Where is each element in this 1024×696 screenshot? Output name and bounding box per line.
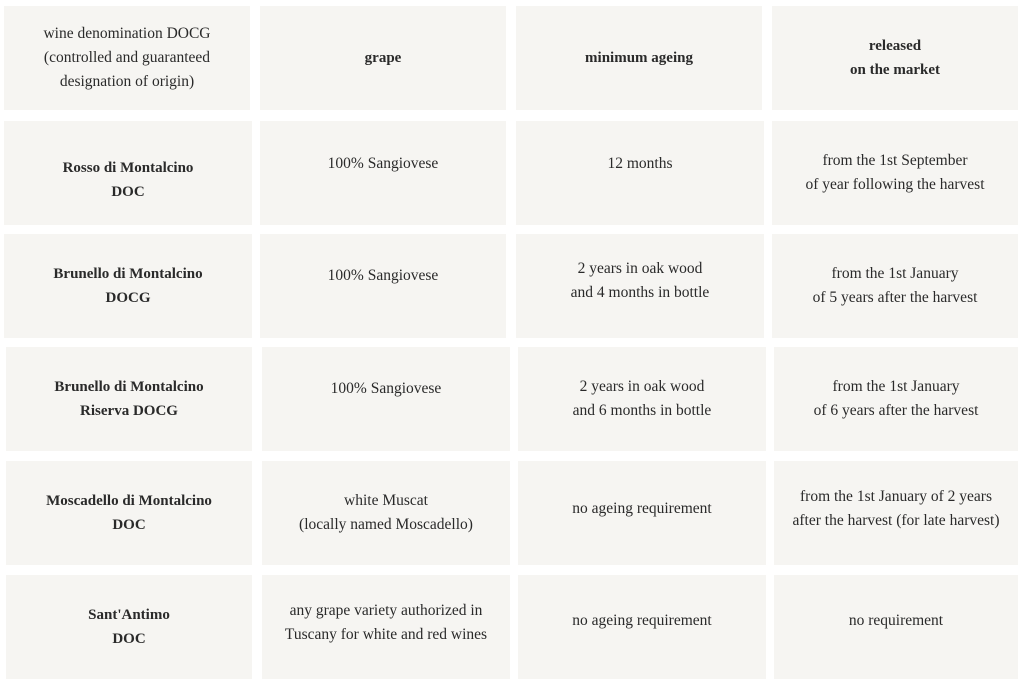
row-ageing-santantimo: no ageing requirement: [518, 575, 766, 679]
row-grape-moscadello: white Muscat (locally named Moscadello): [262, 461, 510, 565]
row-ageing-rosso: 12 months: [516, 121, 764, 225]
row-released-rosso: from the 1st September of year following the harvest: [772, 121, 1018, 225]
row-ageing-brunello: 2 years in oak wood and 4 months in bottle: [516, 234, 764, 338]
header-grape: grape: [260, 6, 506, 110]
row-name-rosso: Rosso di Montalcino DOC: [4, 121, 252, 225]
row-released-brunello-riserva: from the 1st January of 6 years after the harvest: [774, 347, 1018, 451]
row-name-brunello-riserva: Brunello di Montalcino Riserva DOCG: [6, 347, 252, 451]
row-grape-brunello-riserva: 100% Sangiovese: [262, 347, 510, 451]
row-name-santantimo: Sant'Antimo DOC: [6, 575, 252, 679]
header-minimum-ageing: minimum ageing: [516, 6, 762, 110]
row-ageing-brunello-riserva: 2 years in oak wood and 6 months in bottle: [518, 347, 766, 451]
row-grape-rosso: 100% Sangiovese: [260, 121, 506, 225]
row-name-moscadello: Moscadello di Montalcino DOC: [6, 461, 252, 565]
row-released-brunello: from the 1st January of 5 years after the harvest: [772, 234, 1018, 338]
header-denomination: wine denomination DOCG (controlled and guaranteed designation of origin): [4, 6, 250, 110]
row-name-brunello: Brunello di Montalcino DOCG: [4, 234, 252, 338]
row-ageing-moscadello: no ageing requirement: [518, 461, 766, 565]
header-released: released on the market: [772, 6, 1018, 110]
row-released-santantimo: no requirement: [774, 575, 1018, 679]
row-released-moscadello: from the 1st January of 2 years after the harvest (for late harvest): [774, 461, 1018, 565]
row-grape-brunello: 100% Sangiovese: [260, 234, 506, 338]
row-grape-santantimo: any grape variety authorized in Tuscany for white and red wines: [262, 575, 510, 679]
